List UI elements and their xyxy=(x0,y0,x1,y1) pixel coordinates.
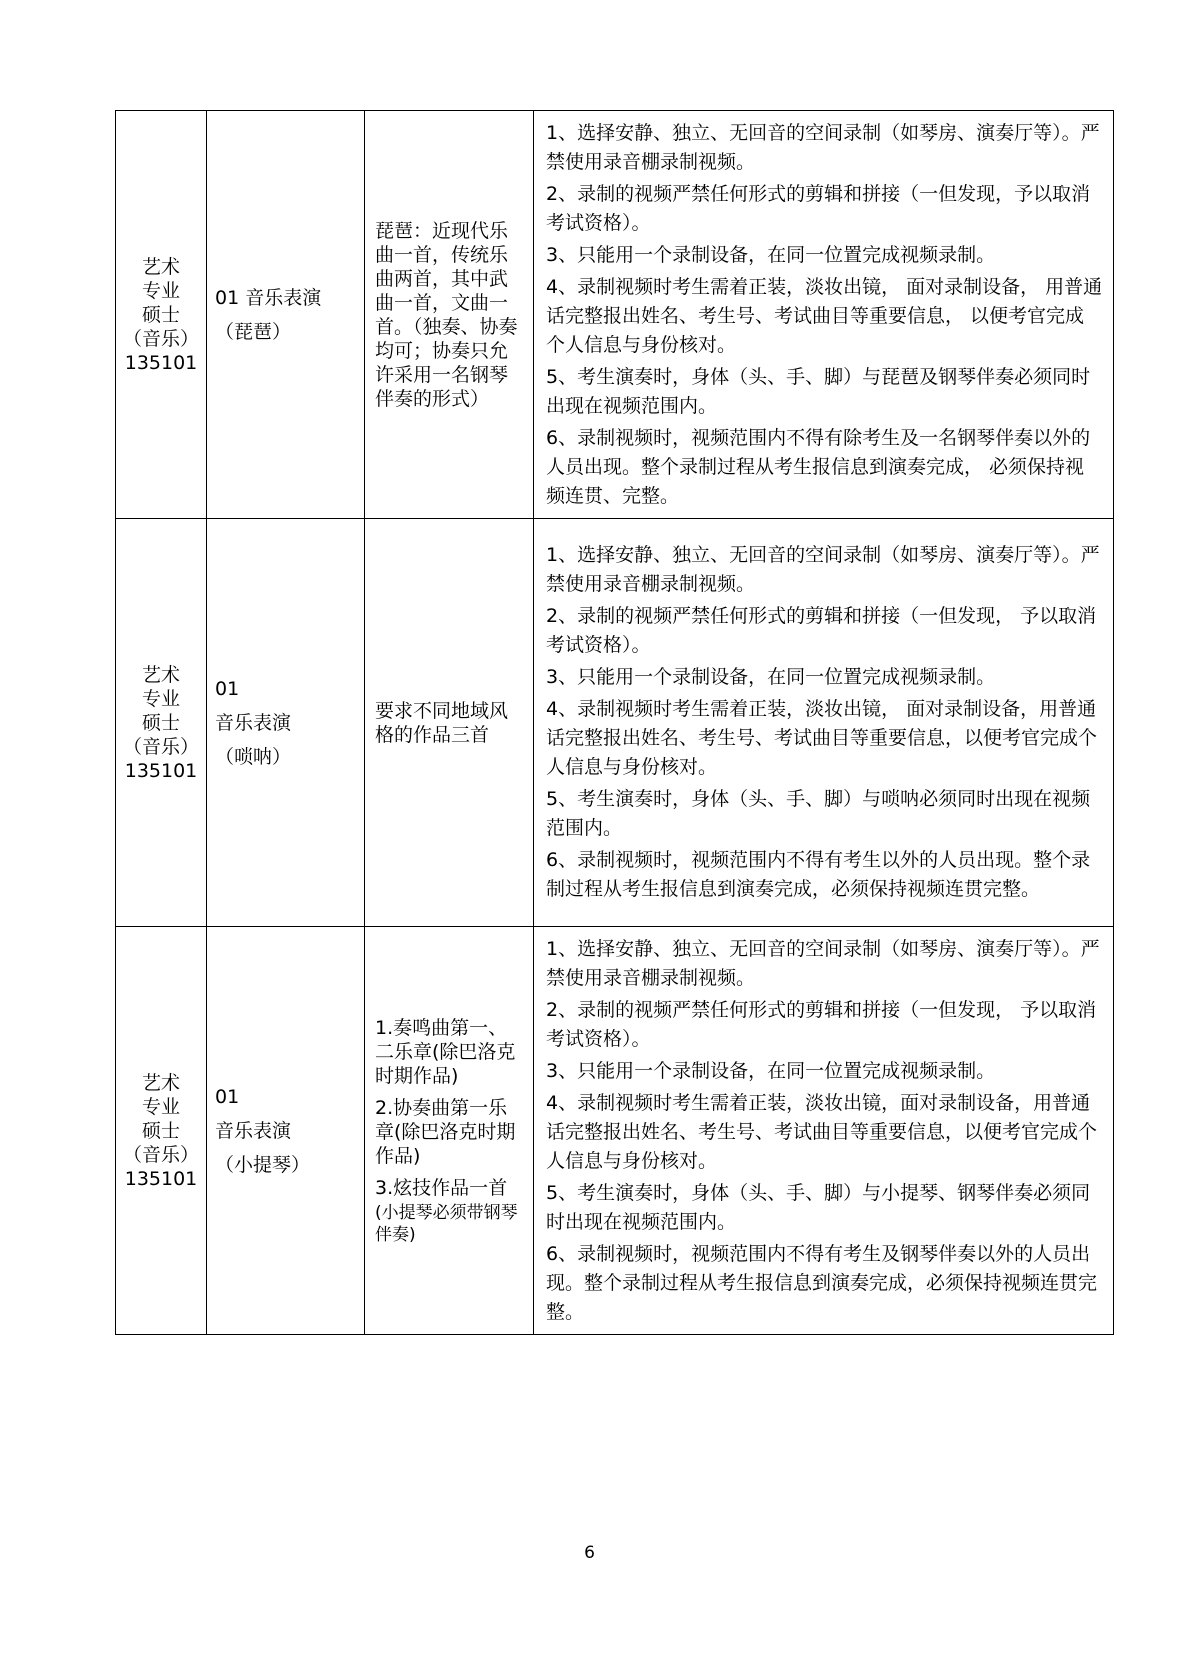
degree-line: 艺术 xyxy=(141,255,180,278)
repertoire-text: 琵琶：近现代乐曲一首，传统乐曲两首，其中武曲一首，文曲一首。（独奏、协奏均可；协奏只允许采用一名钢琴伴奏的形式） xyxy=(375,219,518,410)
direction-line: 01 xyxy=(215,1085,240,1108)
repertoire-text: 1.奏鸣曲第一、二乐章(除巴洛克时期作品) xyxy=(375,1016,516,1087)
repertoire-cell xyxy=(365,519,534,927)
degree-line: 艺术 xyxy=(141,663,180,686)
direction-line: 音乐表演 xyxy=(215,711,292,734)
requirement-item: 5、考生演奏时，身体（头、手、脚）与琵琶及钢琴伴奏必须同时出现在视频范围内。 xyxy=(546,365,1091,417)
page-number: 6 xyxy=(584,1543,595,1563)
direction-line: 音乐表演 xyxy=(215,1119,292,1142)
requirement-item: 6、录制视频时，视频范围内不得有除考生及一名钢琴伴奏以外的人员出现。整个录制过程从考生报信息到演奏完成， 必须保持视频连贯、完整。 xyxy=(546,426,1091,507)
requirement-item: 5、考生演奏时，身体（头、手、脚）与唢呐必须同时出现在视频范围内。 xyxy=(546,788,1091,839)
requirement-item: 3、只能用一个录制设备，在同一位置完成视频录制。 xyxy=(546,1059,996,1082)
degree-line: 硕士 xyxy=(141,303,180,326)
direction-cell xyxy=(207,927,365,1335)
requirements-cell xyxy=(534,111,1114,519)
repertoire-text: 要求不同地域风格的作品三首 xyxy=(375,699,509,746)
requirement-item: 2、录制的视频严禁任何形式的剪辑和拼接（一但发现， 予以取消考试资格）。 xyxy=(546,998,1097,1050)
repertoire-text: 3.炫技作品一首 xyxy=(375,1176,508,1199)
degree-cell xyxy=(116,111,207,519)
requirement-item: 1、选择安静、独立、无回音的空间录制（如琴房、演奏厅等）。严禁使用录音棚录制视频。 xyxy=(546,121,1100,173)
degree-line: （音乐） xyxy=(122,735,199,758)
degree-line: 专业 xyxy=(141,279,180,302)
degree-line: 专业 xyxy=(141,687,180,710)
requirements-cell xyxy=(534,519,1114,927)
requirement-item: 5、考生演奏时，身体（头、手、脚）与小提琴、钢琴伴奏必须同时出现在视频范围内。 xyxy=(546,1181,1091,1233)
degree-cell xyxy=(116,927,207,1335)
direction-cell xyxy=(207,519,365,927)
repertoire-note: (小提琴必须带钢琴伴奏) xyxy=(375,1202,518,1245)
requirement-item: 1、选择安静、独立、无回音的空间录制（如琴房、演奏厅等）。严禁使用录音棚录制视频。 xyxy=(546,937,1100,989)
requirement-item: 3、只能用一个录制设备，在同一位置完成视频录制。 xyxy=(546,666,996,688)
degree-code: 135101 xyxy=(124,351,198,374)
degree-code: 135101 xyxy=(124,759,198,782)
requirement-item: 6、录制视频时，视频范围内不得有考生以外的人员出现。整个录制过程从考生报信息到演奏完成，必须保持视频连贯完整。 xyxy=(546,849,1091,900)
requirement-item: 1、选择安静、独立、无回音的空间录制（如琴房、演奏厅等）。严禁使用录音棚录制视频。 xyxy=(546,544,1100,595)
table-row xyxy=(116,927,1114,1335)
exam-requirements-table xyxy=(115,110,1114,1335)
degree-line: （音乐） xyxy=(122,1143,199,1166)
degree-cell xyxy=(116,519,207,927)
requirements-cell xyxy=(534,927,1114,1335)
direction-line: 01 xyxy=(215,677,240,700)
degree-line: 艺术 xyxy=(141,1071,180,1094)
direction-cell xyxy=(207,111,365,519)
direction-line: （琵琶） xyxy=(215,320,292,343)
requirement-item: 2、录制的视频严禁任何形式的剪辑和拼接（一但发现，予以取消考试资格）。 xyxy=(546,182,1091,234)
requirement-item: 2、录制的视频严禁任何形式的剪辑和拼接（一但发现， 予以取消考试资格）。 xyxy=(546,605,1097,656)
degree-line: 硕士 xyxy=(141,1119,180,1142)
repertoire-cell xyxy=(365,927,534,1335)
repertoire-text: 2.协奏曲第一乐章(除巴洛克时期作品) xyxy=(375,1096,516,1167)
repertoire-cell xyxy=(365,111,534,519)
requirement-item: 4、录制视频时考生需着正装，淡妆出镜，面对录制设备，用普通话完整报出姓名、考生号、考试曲目等重要信息，以便考官完成个人信息与身份核对。 xyxy=(546,1091,1098,1172)
direction-line: （小提琴） xyxy=(215,1153,311,1176)
degree-line: （音乐） xyxy=(122,327,199,350)
requirement-item: 4、录制视频时考生需着正装，淡妆出镜， 面对录制设备， 用普通话完整报出姓名、考生号、考试曲目等重要信息， 以便考官完成个人信息与身份核对。 xyxy=(546,275,1103,356)
requirement-item: 6、录制视频时，视频范围内不得有考生及钢琴伴奏以外的人员出现。整个录制过程从考生报信息到演奏完成，必须保持视频连贯完整。 xyxy=(546,1242,1098,1323)
degree-code: 135101 xyxy=(124,1167,198,1190)
table-row xyxy=(116,111,1114,519)
degree-line: 专业 xyxy=(141,1095,180,1118)
direction-line: （唢呐） xyxy=(215,745,292,768)
requirement-item: 3、只能用一个录制设备，在同一位置完成视频录制。 xyxy=(546,243,996,266)
table-row xyxy=(116,519,1114,927)
degree-line: 硕士 xyxy=(141,711,180,734)
requirement-item: 4、录制视频时考生需着正装，淡妆出镜， 面对录制设备，用普通话完整报出姓名、考生号、考试曲目等重要信息，以便考官完成个人信息与身份核对。 xyxy=(546,698,1098,778)
direction-line: 01 音乐表演 xyxy=(215,286,322,309)
